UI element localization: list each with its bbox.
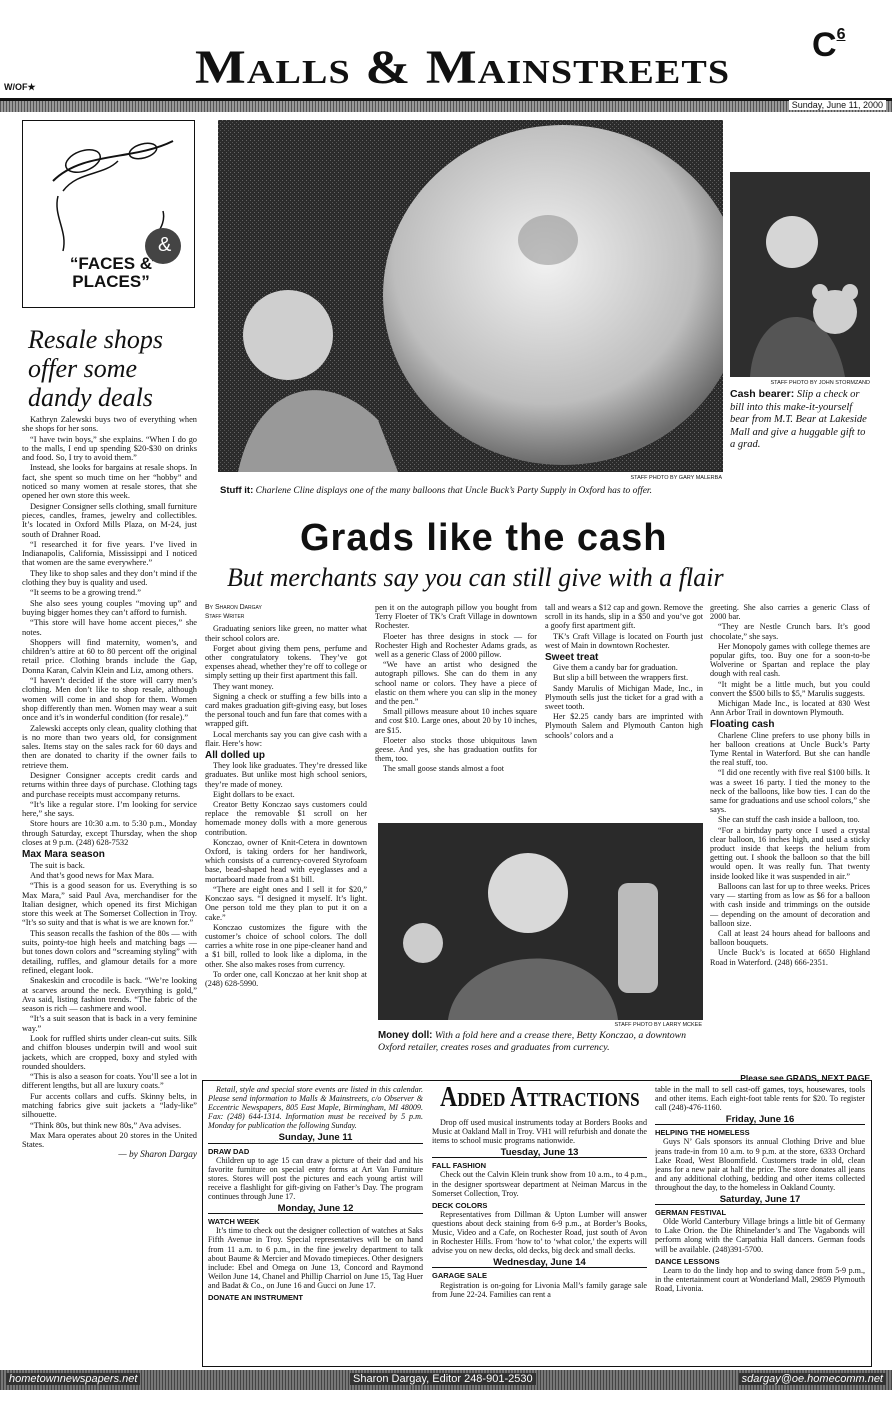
- left-p: Designer Consigner sells clothing, small furniture pieces, candles, frames, jewelry and collectibles. It’s located in Oxford Mills Plaza, on M-24, just south of Drahner Road.: [22, 501, 197, 539]
- section-page-marker: [812, 26, 845, 65]
- calendar-event-title: HELPING THE HOMELESS: [655, 1128, 750, 1138]
- story-p: tall and wears a $12 cap and gown. Remove the scroll in its hands, slip in a $50 and you’ve got a goofy first apartment gift.: [545, 603, 703, 631]
- main-deck: But merchants say you can still give with a flair: [227, 563, 724, 592]
- story-p: Forget about giving them pens, perfume and other congratulatory tokens. They’ve got expenses ahead, whether they’re off to college or simply setting up their first apartment this fall.: [205, 643, 367, 681]
- story-p: Uncle Buck’s is located at 6650 Highland Road in Waterford. (248) 666-2351.: [710, 948, 870, 967]
- edition-code: W/OF★: [4, 82, 36, 92]
- story-p: “They are Nestle Crunch bars. It’s good chocolate,” she says.: [710, 622, 870, 641]
- story-p: Balloons can last for up to three weeks. Prices vary — starting from as low as $6 for a balloon with cash inside and trimmings on the outside — depending on the amount of decoration and balloon size.: [710, 881, 870, 928]
- story-p: Floeter also stocks those ubiquitous lawn geese. And yes, she has graduation outfits for them, too.: [375, 735, 537, 764]
- calendar-event-text: It’s time to check out the designer collection of watches at Saks Fifth Avenue in Troy. Special representatives will be on hand from 11 a.m. to 6 p.m., in the fine jewelry department to talk about Baume & Mercier and Movado timepieces. Other designers include: Ebel and Omega on June 13, Concord and Raymond Weilon June 14, Chanel and Phillip Charriol on June 15, Tag Huer and Badat & Co., on June 16 and Gucci on June 17.: [208, 1226, 423, 1290]
- calendar-day: Monday, June 12: [208, 1204, 423, 1214]
- calendar-event-title: FALL FASHION: [432, 1161, 487, 1171]
- calendar-event-text: Guys N’ Gals sponsors its annual Clothing Drive and blue jeans trade-in from 10 a.m. to 9 p.m. at the store, 6333 Orchard Lake Road, West Bloomfield. Customers trade in old, clean jeans for a new pair at half the price. The store donates all jeans and any additional clothing, bedding and other items collected throughout the day, to the homeless in Oakland County.: [655, 1137, 865, 1192]
- story-p: The small goose stands almost a foot: [383, 764, 504, 774]
- bear-photo-image: [730, 172, 870, 377]
- story-p: Eight dollars to be exact.: [213, 789, 295, 799]
- calendar-day: Tuesday, June 13: [432, 1148, 647, 1158]
- left-p: Designer Consigner accepts credit cards and returns within three days of purchase. Clothing tags and purchase receipts must accompany returns.: [22, 770, 197, 799]
- calendar-column-1: [208, 1085, 423, 1363]
- story-column-4: [710, 603, 870, 1071]
- footer-website[interactable]: hometownnewspapers.net: [6, 1373, 140, 1385]
- calendar-event-text: Children up to age 15 can draw a picture of their dad and his favorite furniture on special entry forms at Art Van Furniture stores. Stores will post the pictures and each young artist will receive a flashlight for gift-giving on Father’s Day. The program continues through June 17.: [208, 1155, 423, 1202]
- story-p: “For a birthday party once I used a crystal clear balloon, 16 inches high, and used a sticky product inside that keeps the helium from getting out. I shook the balloon so that the bill would open. It was really fun. That twenty inside looked like it was suspended in air.”: [710, 825, 870, 881]
- caption-text: Slip a check or bill into this make-it-yourself bear from M.T. Bear at Lakeside Mall and give a huggable gift to a grad.: [730, 389, 867, 450]
- calendar-event-title: GERMAN FESTIVAL: [655, 1208, 727, 1218]
- left-p: “It’s like a regular store. I’m looking for service here,” she says.: [22, 799, 197, 819]
- story-p: Konczao, owner of Knit-Cetera in downtown Oxford, is taking orders for her handiwork, which consists of a currency-covered Styrofoam base, bead-shaped head with eyeglasses and a mortarboard made from a $1 bill.: [205, 837, 367, 884]
- calendar-day: Wednesday, June 14: [432, 1258, 647, 1268]
- caption-text: Charlene Cline displays one of the many balloons that Uncle Buck’s Party Supply in Oxford has to offer.: [255, 486, 652, 496]
- faces-places-logo: [22, 120, 195, 308]
- story-column-1: [205, 603, 367, 1093]
- calendar-event-title: DECK COLORS: [432, 1200, 488, 1210]
- story-p: But slip a bill between the wrappers first.: [553, 673, 689, 683]
- story-p: Graduating seniors like green, no matter what their school colors are.: [205, 624, 367, 643]
- footer-email[interactable]: sdargay@oe.homecomm.net: [739, 1373, 886, 1385]
- story-p: “There are eight ones and I sell it for $20,” Konczao says. “I designed it myself. It’s light. One person told me they plan to put it on a cake.”: [205, 884, 367, 922]
- left-p: “It seems to be a growing trend.”: [30, 588, 141, 598]
- photo-top-caption: [220, 485, 720, 497]
- left-story-body: [22, 415, 197, 1365]
- calendar-event-text: Registration is on-going for Livonia Mall’s family garage sale from June 22-24. Families can rent a: [432, 1280, 647, 1299]
- story-p: Charlene Cline prefers to use phony bills in her balloon creations at Uncle Buck’s Party Tyme Rental in Waterford. But she can handle the real stuff, too.: [710, 730, 870, 768]
- photo-right-credit: STAFF PHOTO BY JOHN STORMZAND: [770, 380, 870, 386]
- story-p: Her Monopoly games with college themes are popular gifts, too. Buy one for a soon-to-be Wolverine or Spartan and replace the play dough with real cash.: [710, 641, 870, 679]
- bear-photo: [730, 172, 870, 377]
- calendar-event-text: table in the mall to sell cast-off games, toys, housewares, tools and other items. Each eight-foot table rents for $20. To register call (248)-476-1160.: [655, 1085, 865, 1113]
- logo-text: “FACES & PLACES”: [69, 254, 153, 291]
- caption-label: Stuff it:: [220, 485, 254, 496]
- left-p: “I researched it for five years. I’ve lived in Indianapolis, California, Mississippi and I noticed that women are the same everywhere.”: [22, 539, 197, 568]
- footer-editor: Sharon Dargay, Editor 248-901-2530: [350, 1373, 536, 1385]
- story-p: pen it on the autograph pillow you bought from Terry Floeter of TK’s Craft Village in downtown Rochester.: [375, 603, 537, 631]
- calendar-event-title: DONATE AN INSTRUMENT: [208, 1292, 303, 1302]
- section-page-number: 6: [836, 26, 846, 43]
- calendar-event-text: Check out the Calvin Klein trunk show from 10 a.m., to 4 p.m., in the designer sportswear department at Neiman Marcus in the Somerset Collection, Troy.: [432, 1170, 647, 1198]
- story-subhead: Sweet treat: [545, 652, 599, 664]
- story-p: Small pillows measure about 10 inches square and cost $10. Large ones, about 20 by 10 inches, are $15.: [375, 707, 537, 735]
- left-p: “This store will have home accent pieces,” she notes.: [22, 618, 197, 637]
- svg-text:&: &: [158, 234, 172, 256]
- story-p: “It might be a little much, but you could convert the $500 bills to $5,” Marulis suggests.: [710, 679, 870, 698]
- left-p: Store hours are 10:30 a.m. to 5:30 p.m., Monday through Saturday, except Thursday, when the shop closes at 9 p.m. (248) 628-7532: [22, 819, 197, 848]
- calendar-event-title: WATCH WEEK: [208, 1217, 260, 1227]
- photo-doll-caption: [378, 1030, 703, 1053]
- balloon-photo: [218, 120, 723, 472]
- story-p: greeting. She also carries a generic Class of 2000 bar.: [710, 603, 870, 622]
- story-p: Give them a candy bar for graduation.: [553, 663, 678, 673]
- calendar-column-3: [655, 1085, 865, 1363]
- money-doll-photo-image: [378, 823, 703, 1020]
- left-p: She also sees young couples “moving up” and buying bigger homes they can’t afford to furnish.: [22, 598, 197, 617]
- added-attractions-title: Added Attractions: [440, 1082, 640, 1113]
- calendar-event-text: Drop off used musical instruments today at Borders Books and Music at Oakland Mall in Troy. VH1 will refurbish and donate the items to school music programs nationwide.: [432, 1118, 647, 1146]
- left-p: Zalewski accepts only clean, quality clothing that is no more than two years old, for consignment sales. Items stay on the sales rack for 60 days and then are donated to charity if the owner fails to retrieve them.: [22, 723, 197, 770]
- issue-date: Sunday, June 11, 2000: [789, 100, 886, 110]
- left-p: And that’s good news for Max Mara.: [30, 870, 154, 880]
- story-subhead: All dolled up: [205, 750, 265, 762]
- byline-name: By Sharon Dargay: [205, 604, 262, 611]
- story-column-2: [375, 603, 537, 818]
- date-band: [0, 101, 892, 112]
- money-doll-photo: [378, 823, 703, 1020]
- left-p: Max Mara operates about 20 stores in the United States.: [22, 1130, 197, 1150]
- left-byline: — by Sharon Dargay: [118, 1149, 197, 1160]
- left-p: “It’s a suit season that is back in a very feminine way.”: [22, 1014, 197, 1033]
- left-story-headline: Resale shops offer some dandy deals: [28, 325, 164, 412]
- calendar-event-title: GARAGE SALE: [432, 1271, 488, 1281]
- main-headline: Grads like the cash: [300, 517, 668, 559]
- calendar-day: Friday, June 16: [655, 1115, 865, 1125]
- caption-text: With a fold here and a crease there, Betty Konczao, a downtown Oxford retailer, creates roses and graduates from currency.: [378, 1030, 687, 1053]
- caption-label: Money doll:: [378, 1030, 433, 1041]
- photo-doll-credit: STAFF PHOTO BY LARRY MCKEE: [614, 1022, 702, 1028]
- left-p: “I have twin boys,” she explains. “When I do go to the malls, I end up spending $20-$30 on drinks and food. So, I try to avoid them.”: [22, 434, 197, 463]
- story-p: TK’s Craft Village is located on Fourth just west of Main in downtown Rochester.: [545, 631, 703, 650]
- calendar-event-text: Learn to do the lindy hop and to swing dance from 5-9 p.m., in the entertainment court at Wonderland Mall, 29859 Plymouth Road, Livonia.: [655, 1265, 865, 1293]
- left-p: Fur accents collars and cuffs. Skinny belts, in matching fabrics give suit jackets a “lady-like” silhouette.: [22, 1091, 197, 1120]
- calendar-event-text: Olde World Canterbury Village brings a little bit of Germany to Lake Orion. the Die Rhinelander’s and The Vagabonds will perform along with the Carpathia Hall dancers. German foods will be available. (248)391-5700.: [655, 1217, 865, 1254]
- story-p: “We have an artist who designed the autograph pillows. She can do them in any school name or colors. They have a piece of elastic on them where you can slip in the money and the pen.”: [375, 660, 537, 707]
- footer-band: [0, 1370, 892, 1390]
- story-p: Creator Betty Konczao says customers could replace the removable $1 scroll on her homemade money dolls with a more generous contribution.: [205, 800, 367, 837]
- photo-right-caption: [730, 388, 870, 452]
- caption-label: Cash bearer:: [730, 388, 795, 400]
- story-p: Local merchants say you can give cash with a flair. Here’s how:: [205, 729, 367, 748]
- story-p: To order one, call Konczao at her knit shop at (248) 628-5990.: [205, 969, 367, 988]
- story-p: They want money.: [213, 681, 274, 691]
- story-column-3: [545, 603, 703, 818]
- story-p: Signing a check or stuffing a few bills into a card makes graduation gift-giving easy, but loses the personal touch and fun fare that comes with a wrapped gift.: [205, 691, 367, 729]
- byline-title: Staff Writer: [205, 613, 245, 621]
- left-p: Kathryn Zalewski buys two of everything when she shops for her sons.: [22, 415, 197, 434]
- calendar-event-title: DANCE LESSONS: [655, 1256, 720, 1266]
- left-p: “This is a good season for us. Everything is so Max Mara,” said Paul Ava, merchandiser for the Italian designer, which opened its first Michigan store this week at The Somerset Collection in Troy. “It’s so suity and that is what is we are known for.”: [22, 881, 197, 928]
- left-p: The suit is back.: [30, 860, 85, 870]
- section-letter: C: [812, 26, 837, 64]
- left-p: “This is also a season for coats. You’ll see a lot in different lengths, but all are luxury coats.”: [22, 1072, 197, 1091]
- left-subhead: Max Mara season: [22, 849, 105, 861]
- left-p: “Think 80s, but think new 80s,” Ava advises.: [30, 1120, 182, 1130]
- calendar-event-title: DRAW DAD: [208, 1146, 250, 1156]
- story-p: They look like graduates. They’re dressed like graduates. But unlike most high school seniors, they’re made of money.: [205, 761, 367, 789]
- left-p: Instead, she looks for bargains at resale shops. In fact, she spent so much time on her “hobby” and noticed so many women at resale stores, that she opened her own store this week.: [22, 463, 197, 501]
- section-title: Malls & Mainstreets: [195, 41, 731, 94]
- left-p: This season recalls the fashion of the 80s — with suits, pointy-toe high heels and matching bags — but tones down colors and “screaming styling” with detailing, ruffles, and glamour details for a more refined, elegant look.: [22, 928, 197, 975]
- story-p: She can stuff the cash inside a balloon, too.: [718, 815, 860, 825]
- story-p: Floeter has three designs in stock — for Rochester High and Rochester Adams grads, as well as a generic Class of 2000 pillow.: [375, 631, 537, 660]
- story-p: Konczao customizes the figure with the customer’s choice of school colors. The doll carries a white rose in one pipe-cleaner hand and a $1 bill, rolled to look like a diploma, in the other. She also makes roses from currency.: [205, 922, 367, 969]
- story-p: Call at least 24 hours ahead for balloons and balloon bouquets.: [710, 928, 870, 948]
- left-p: They like to shop sales and they don’t mind if the clothing they buy is quality and used.: [22, 568, 197, 588]
- left-p: “I haven’t decided if the store will carry men’s clothing. Men don’t like to shop resale, although women will come in and shop for them. Women shop differently than men. Women may wear a suit once and it’s in wonderful condition (for resale).”: [22, 676, 197, 723]
- left-p: Shoppers will find maternity, women’s, and children’s attire at 60 to 80 percent off the original retail price. Clothing brands include the Gap, Donna Karan, Calvin Klein and Liz, among others.: [22, 637, 197, 675]
- calendar-column-2: [432, 1118, 647, 1363]
- left-p: Look for ruffled shirts under clean-cut suits. Silk and chiffon blouses underpin twill and wool suit jackets, which are cropped, boxy and styled with rounded shoulders.: [22, 1034, 197, 1071]
- calendar-day: Saturday, June 17: [655, 1195, 865, 1205]
- story-p: “I did one recently with five real $100 bills. It was a sweet 16 party. I tied the money to the neck of the balloons, like bow ties. I can do the same for graduations and use school colors,” she says.: [710, 768, 870, 815]
- photo-top-credit: STAFF PHOTO BY GARY MALERBA: [630, 475, 722, 481]
- story-p: Her $2.25 candy bars are imprinted with Plymouth Salem and Plymouth Canton high schools’ colors and a: [545, 712, 703, 740]
- calendar-event-text: Representatives from Dillman & Upton Lumber will answer questions about deck staining from 6-9 p.m., at Border’s Books, Music, Video and a Cafe, on Rochester Road, just south of Avon in Rochester Hills. From ‘how to’ to ‘what color,’ the experts will advise you on new decks, old decks, big deck and small decks.: [432, 1209, 647, 1256]
- calendar-intro: Retail, style and special store events are listed in this calendar. Please send information to Malls & Mainstreets, c/o Observer & Eccentric Newspapers, 805 East Maple, Birmingham, MI 48009. Fax: (248) 644-1314. Information must be received by 5 p.m. Monday for publication the following Sunday.: [208, 1085, 423, 1131]
- calendar-day: Sunday, June 11: [208, 1133, 423, 1143]
- story-p: Sandy Marulis of Michigan Made, Inc., in Plymouth sells just the ticket for a grad with a sweet tooth.: [545, 683, 703, 712]
- left-p: Snakeskin and crocodile is back. “We’re looking at scarves around the neck. Everything is gold,” Ava said, listing fashion trends. “The fabric of the season is rich — cashmere and wool.: [22, 976, 197, 1014]
- balloon-photo-image: [218, 120, 723, 472]
- story-p: Michigan Made Inc., is located at 830 West Ann Arbor Trail in downtown Plymouth.: [710, 699, 870, 718]
- story-subhead: Floating cash: [710, 719, 775, 731]
- jump-line: Please see GRADS, NEXT PAGE: [740, 1073, 870, 1083]
